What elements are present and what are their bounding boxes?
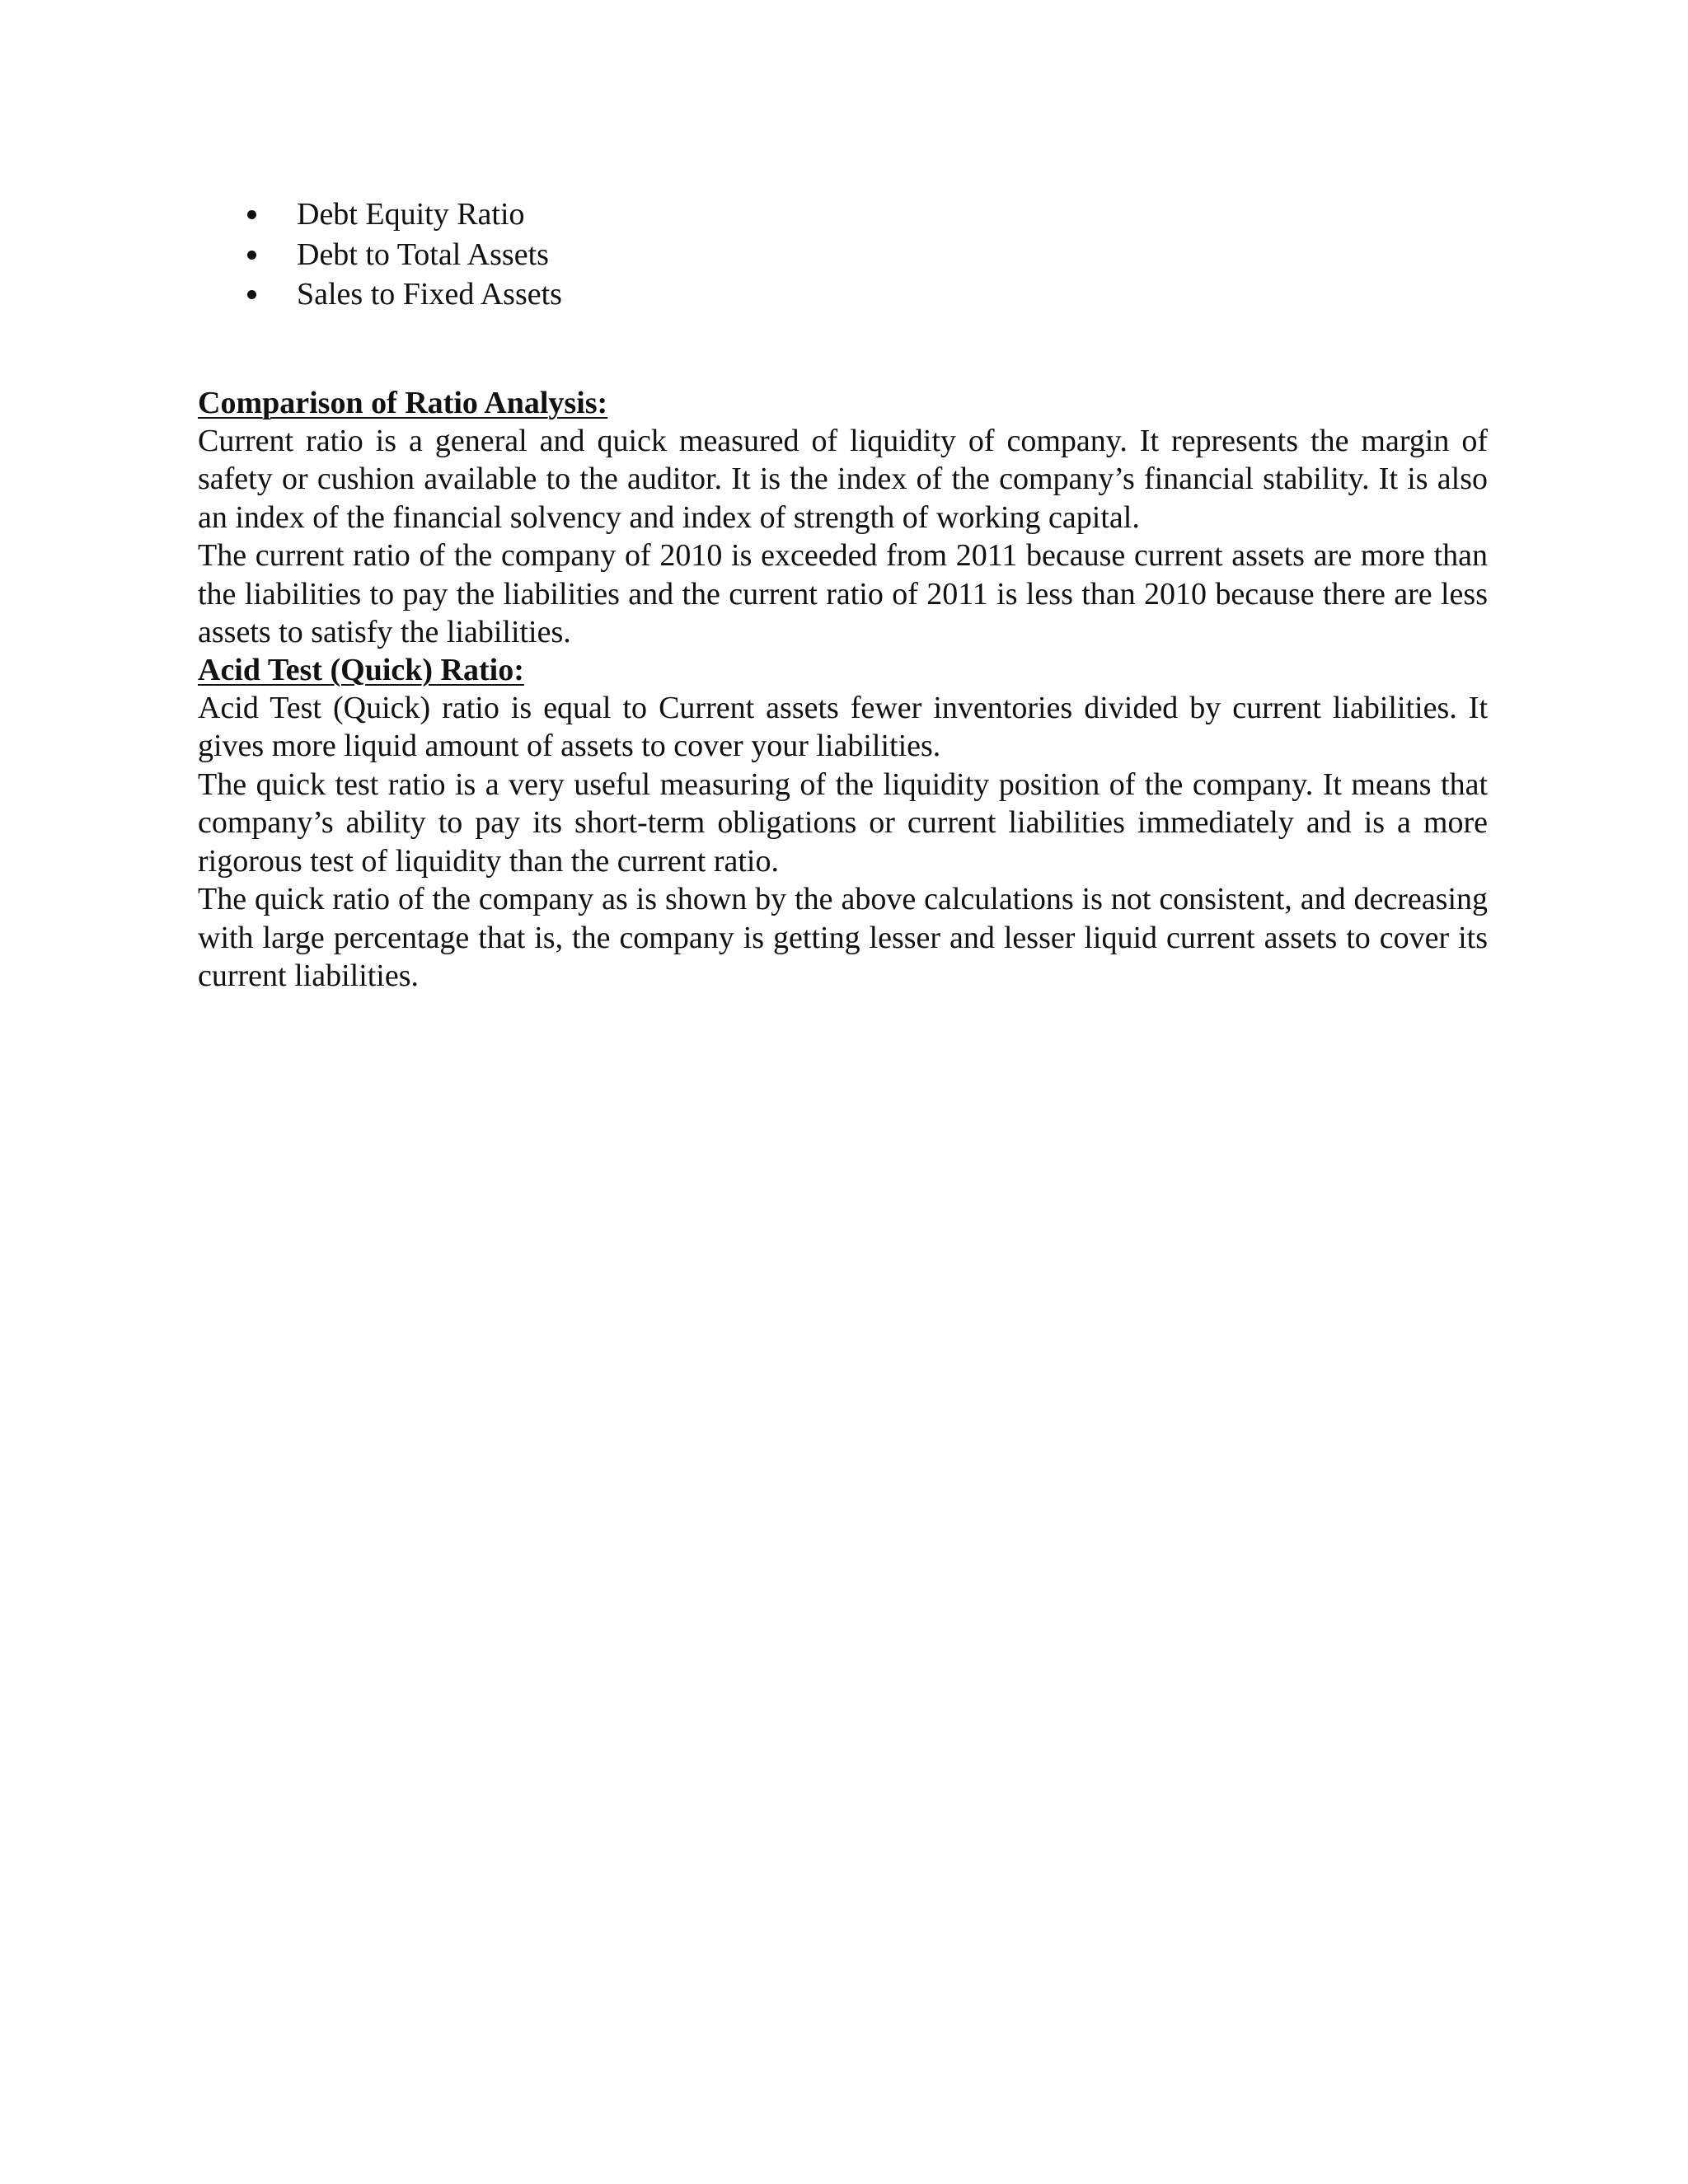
quick-test-usefulness-paragraph: The quick test ratio is a very useful measuring of the liquidity position of the company. It means that company’s ability to pay its short-term obligations or current liabilities immediately and is a more rigorous test of liquidity than the current ratio. [198, 766, 1488, 879]
page-content [198, 194, 1488, 996]
bullet-text: Debt Equity Ratio [297, 197, 525, 232]
ratio-bullet-list [198, 194, 1488, 315]
quick-ratio-trend-paragraph: The quick ratio of the company as is shown by the above calculations is not consistent, and decreasing with large percentage that is, the company is getting lesser and lesser liquid current assets to cover its current liabilities. [198, 882, 1488, 993]
bullet-dot-icon [247, 251, 256, 260]
section-spacer [198, 315, 1488, 385]
bullet-dot-icon [247, 290, 256, 299]
comparison-heading: Comparison of Ratio Analysis: [198, 385, 608, 420]
bullet-dot-icon [247, 210, 256, 219]
bullet-item [198, 194, 1488, 235]
bullet-item [198, 274, 1488, 315]
bullet-text: Debt to Total Assets [297, 237, 549, 272]
current-ratio-comparison-paragraph: The current ratio of the company of 2010 is exceeded from 2011 because current assets are more than the liabilities to pay the liabilities and the current ratio of 2011 is less than 2010 because there are less assets to satisfy the liabilities. [198, 538, 1488, 649]
acid-test-definition-paragraph: Acid Test (Quick) ratio is equal to Current assets fewer inventories divided by current liabilities. It gives more liquid amount of assets to cover your liabilities. [198, 690, 1488, 763]
bullet-item [198, 235, 1488, 275]
bullet-text: Sales to Fixed Assets [297, 277, 562, 312]
acid-test-heading: Acid Test (Quick) Ratio: [198, 652, 524, 687]
current-ratio-paragraph: Current ratio is a general and quick measured of liquidity of company. It represents the margin of safety or cushion available to the auditor. It is the index of the company’s financial stability. It is also an index of the financial solvency and index of strength of working capital. [198, 423, 1488, 535]
